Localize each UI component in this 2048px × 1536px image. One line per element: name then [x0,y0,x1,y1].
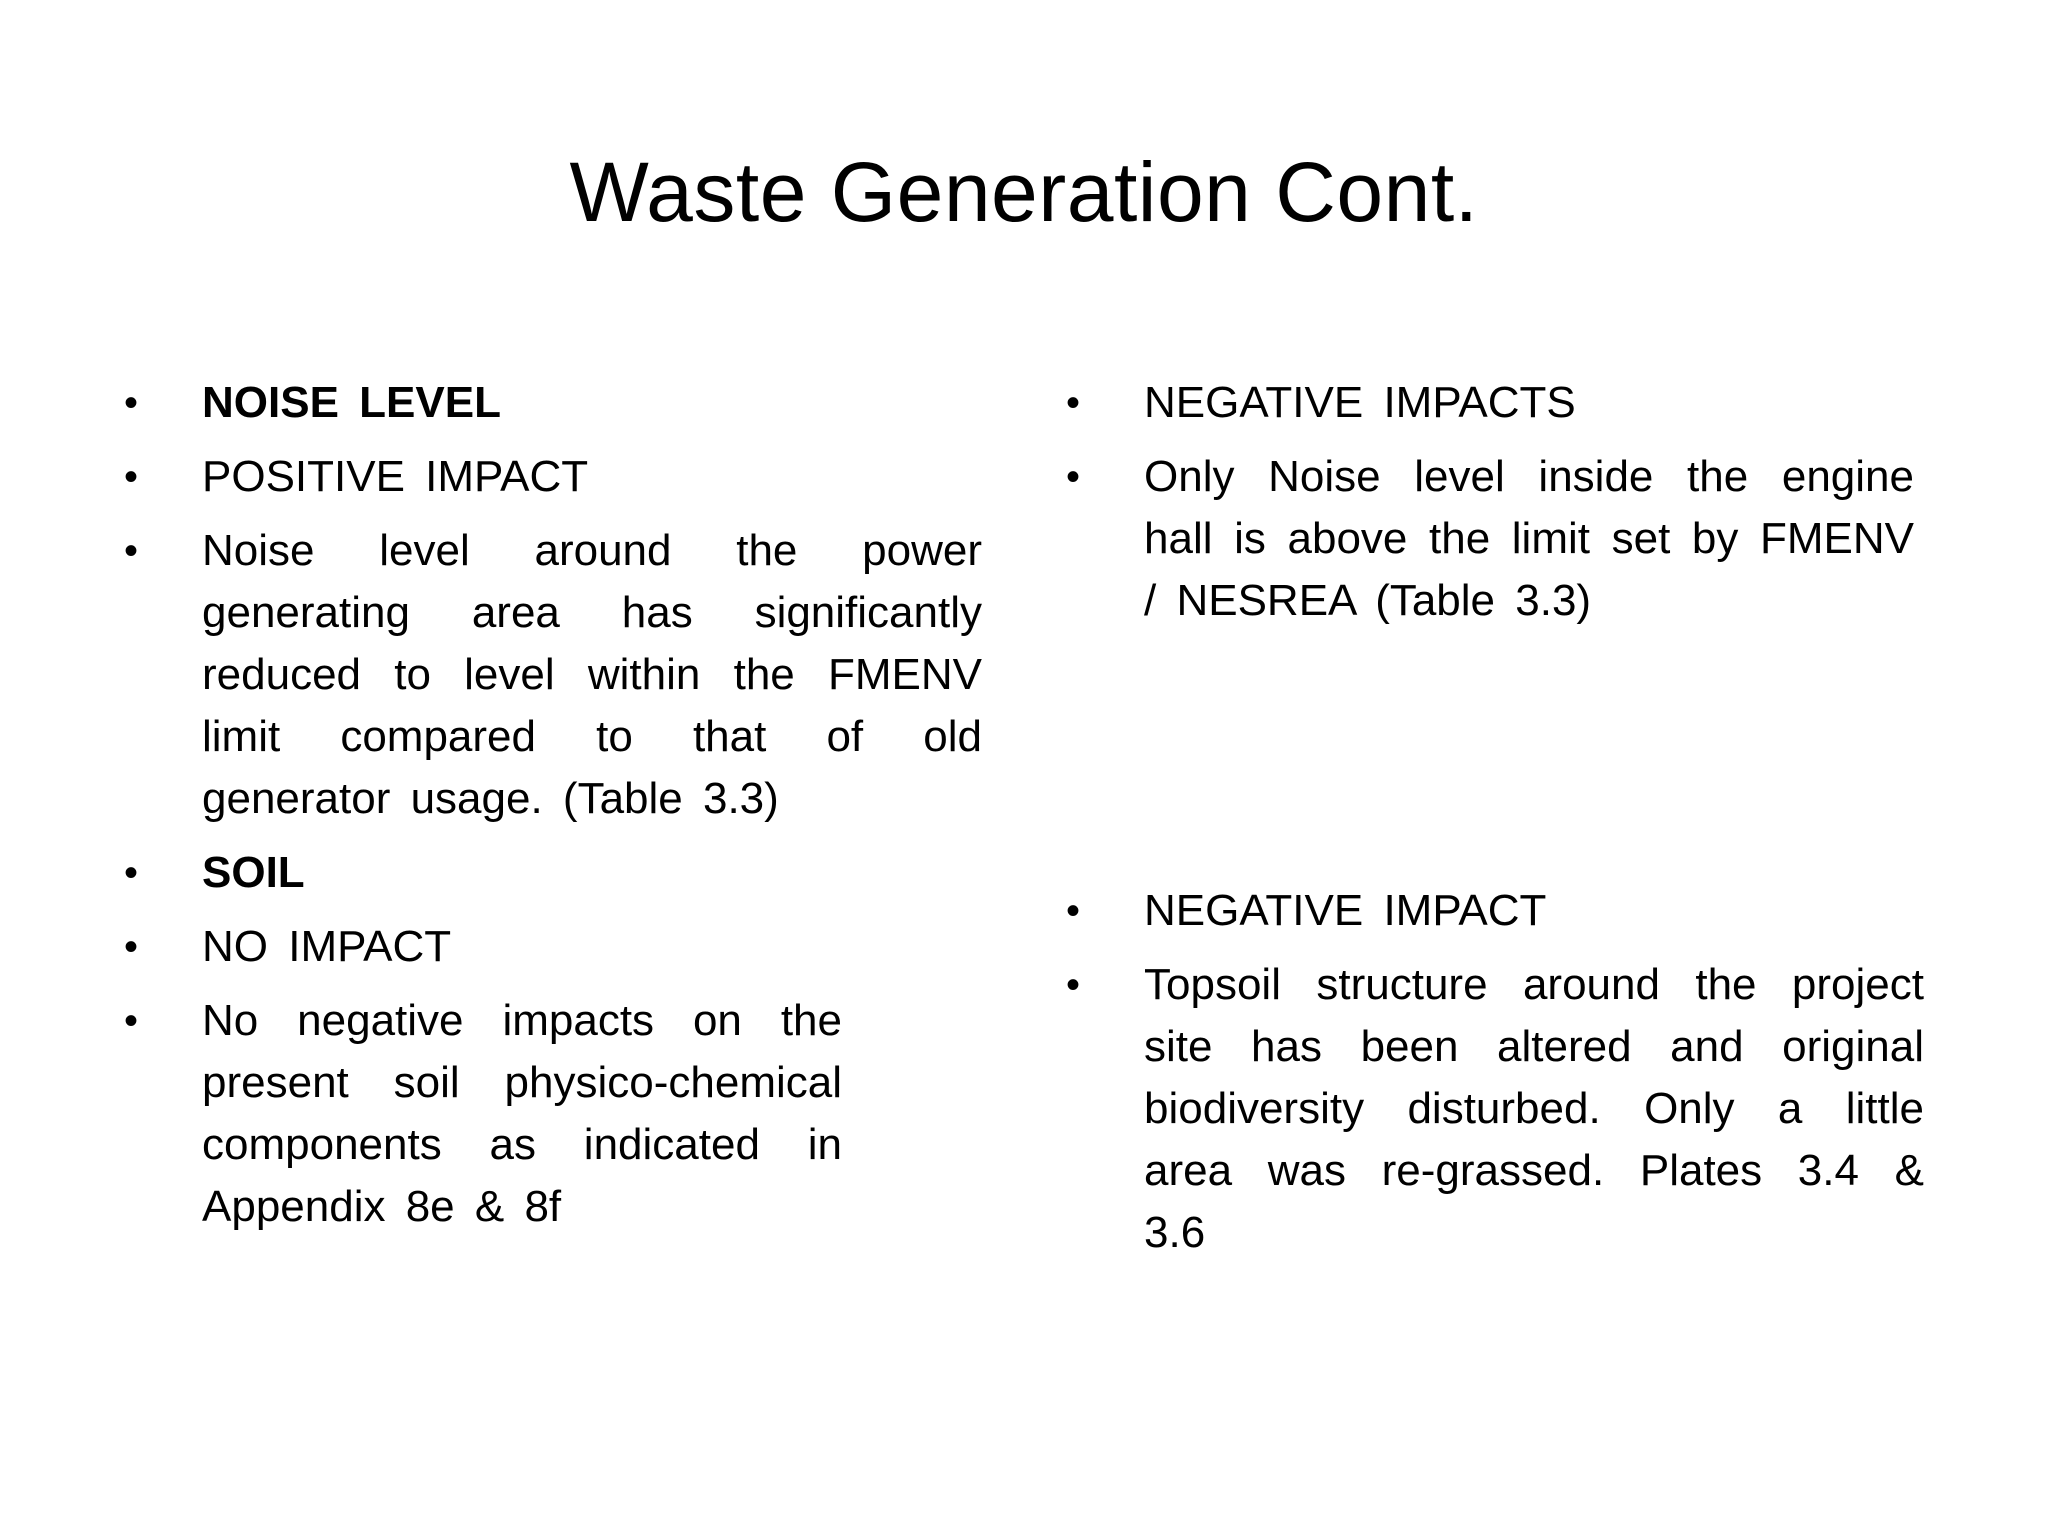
bullet-item-engine-hall-noise [1062,446,1942,632]
bullet-item-noise-description [120,520,1010,830]
bullet-text: NEGATIVE IMPACT [1144,886,1547,935]
bullet-text: NEGATIVE IMPACTS [1144,378,1576,427]
right-column [1062,372,1942,1276]
bullet-item-topsoil-description [1062,954,1942,1264]
bullet-text: Only Noise level inside the engine hall is above the limit set by FMENV / NESREA (Table 3.3) [1144,452,1914,625]
bullet-text: Topsoil structure around the project site has been altered and original biodiversity disturbed. Only a little area was re-grassed. Plates 3.4 & 3.6 [1144,960,1924,1257]
bullet-item-positive-impact [120,446,1010,508]
slide-title: Waste Generation Cont. [569,145,1479,239]
bullet-icon: • [124,999,139,1043]
bullet-text: NO IMPACT [202,922,452,971]
bullet-text: NOISE LEVEL [202,378,501,427]
bullet-icon: • [124,381,139,425]
bullet-text: SOIL [202,848,305,897]
bullet-item-negative-impacts [1062,372,1942,434]
bullet-icon: • [124,925,139,969]
bullet-icon: • [124,529,139,573]
bullet-icon: • [1066,455,1081,499]
bullet-item-soil-description [120,990,1010,1238]
bullet-item-noise-level [120,372,1010,434]
bullet-item-soil [120,842,1010,904]
column-spacer [1062,644,1942,880]
bullet-icon: • [124,851,139,895]
bullet-icon: • [1066,889,1081,933]
bullet-icon: • [124,455,139,499]
bullet-text: No negative impacts on the present soil physico-chemical components as indicated in Appendix 8e & 8f [202,996,842,1231]
bullet-text: Noise level around the power generating area has significantly reduced to level within the FMENV limit compared to that of old generator usage. (Table 3.3) [202,526,982,823]
bullet-text: POSITIVE IMPACT [202,452,589,501]
left-column [120,372,1010,1250]
bullet-item-no-impact [120,916,1010,978]
bullet-icon: • [1066,381,1081,425]
bullet-item-negative-impact [1062,880,1942,942]
bullet-icon: • [1066,963,1081,1007]
